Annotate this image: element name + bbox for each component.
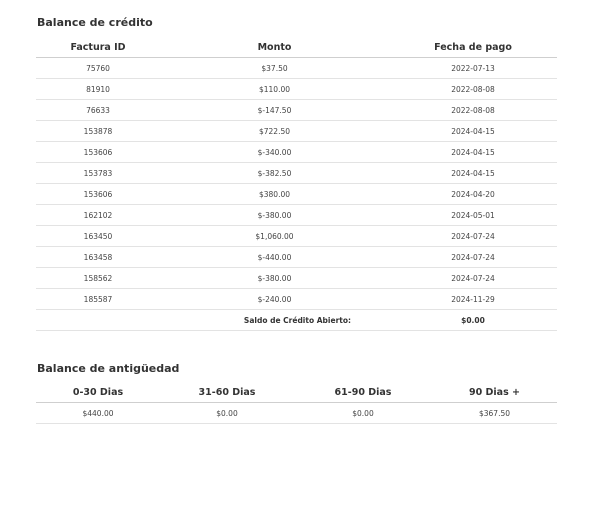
amount-cell: $-147.50 xyxy=(160,100,389,121)
payment-date-cell: 2024-07-24 xyxy=(389,268,557,289)
aging-31-60-value: $0.00 xyxy=(160,403,294,424)
payment-date-cell: 2024-04-20 xyxy=(389,184,557,205)
payment-date-cell: 2022-08-08 xyxy=(389,100,557,121)
amount-cell: $37.50 xyxy=(160,58,389,79)
payment-date-cell: 2024-04-15 xyxy=(389,142,557,163)
credit-table-header-row xyxy=(36,37,557,58)
amount-cell: $-440.00 xyxy=(160,247,389,268)
table-row xyxy=(36,403,557,424)
invoice-id-cell: 162102 xyxy=(36,205,160,226)
payment-date-cell: 2024-07-24 xyxy=(389,247,557,268)
payment-date-cell: 2022-07-13 xyxy=(389,58,557,79)
header-0-30-days: 0-30 Dias xyxy=(36,382,160,403)
table-row xyxy=(36,142,557,163)
aging-90-plus-value: $367.50 xyxy=(432,403,557,424)
invoice-id-cell: 185587 xyxy=(36,289,160,310)
invoice-id-cell: 81910 xyxy=(36,79,160,100)
aging-balance-title: Balance de antigüedad xyxy=(37,362,180,375)
invoice-id-cell: 153878 xyxy=(36,121,160,142)
payment-date-cell: 2024-05-01 xyxy=(389,205,557,226)
header-amount: Monto xyxy=(160,37,389,58)
table-row xyxy=(36,100,557,121)
amount-cell: $-380.00 xyxy=(160,268,389,289)
amount-cell: $-380.00 xyxy=(160,205,389,226)
credit-balance-title: Balance de crédito xyxy=(37,16,153,29)
table-row xyxy=(36,163,557,184)
open-credit-balance-value: $0.00 xyxy=(389,310,557,331)
table-row xyxy=(36,247,557,268)
payment-date-cell: 2024-04-15 xyxy=(389,163,557,184)
amount-cell: $380.00 xyxy=(160,184,389,205)
amount-cell: $1,060.00 xyxy=(160,226,389,247)
payment-date-cell: 2024-04-15 xyxy=(389,121,557,142)
invoice-id-cell: 153783 xyxy=(36,163,160,184)
table-row xyxy=(36,268,557,289)
aging-table-header-row xyxy=(36,382,557,403)
header-61-90-days: 61-90 Dias xyxy=(294,382,432,403)
invoice-id-cell: 153606 xyxy=(36,142,160,163)
invoice-id-cell: 158562 xyxy=(36,268,160,289)
table-row xyxy=(36,121,557,142)
header-90-plus-days: 90 Dias + xyxy=(432,382,557,403)
table-row xyxy=(36,205,557,226)
header-31-60-days: 31-60 Dias xyxy=(160,382,294,403)
amount-cell: $110.00 xyxy=(160,79,389,100)
invoice-id-cell: 75760 xyxy=(36,58,160,79)
table-row xyxy=(36,184,557,205)
table-row xyxy=(36,289,557,310)
invoice-id-cell: 163458 xyxy=(36,247,160,268)
aging-balance-table xyxy=(36,382,557,424)
aging-0-30-value: $440.00 xyxy=(36,403,160,424)
header-payment-date: Fecha de pago xyxy=(389,37,557,58)
table-row xyxy=(36,58,557,79)
credit-total-row xyxy=(36,310,557,331)
payment-date-cell: 2024-07-24 xyxy=(389,226,557,247)
table-row xyxy=(36,79,557,100)
credit-balance-table xyxy=(36,37,557,331)
header-invoice-id: Factura ID xyxy=(36,37,160,58)
payment-date-cell: 2022-08-08 xyxy=(389,79,557,100)
amount-cell: $-340.00 xyxy=(160,142,389,163)
amount-cell: $-382.50 xyxy=(160,163,389,184)
invoice-id-cell: 163450 xyxy=(36,226,160,247)
invoice-id-cell: 153606 xyxy=(36,184,160,205)
amount-cell: $-240.00 xyxy=(160,289,389,310)
amount-cell: $722.50 xyxy=(160,121,389,142)
invoice-id-cell: 76633 xyxy=(36,100,160,121)
payment-date-cell: 2024-11-29 xyxy=(389,289,557,310)
aging-61-90-value: $0.00 xyxy=(294,403,432,424)
table-row xyxy=(36,226,557,247)
open-credit-balance-label: Saldo de Crédito Abierto: xyxy=(36,310,389,331)
